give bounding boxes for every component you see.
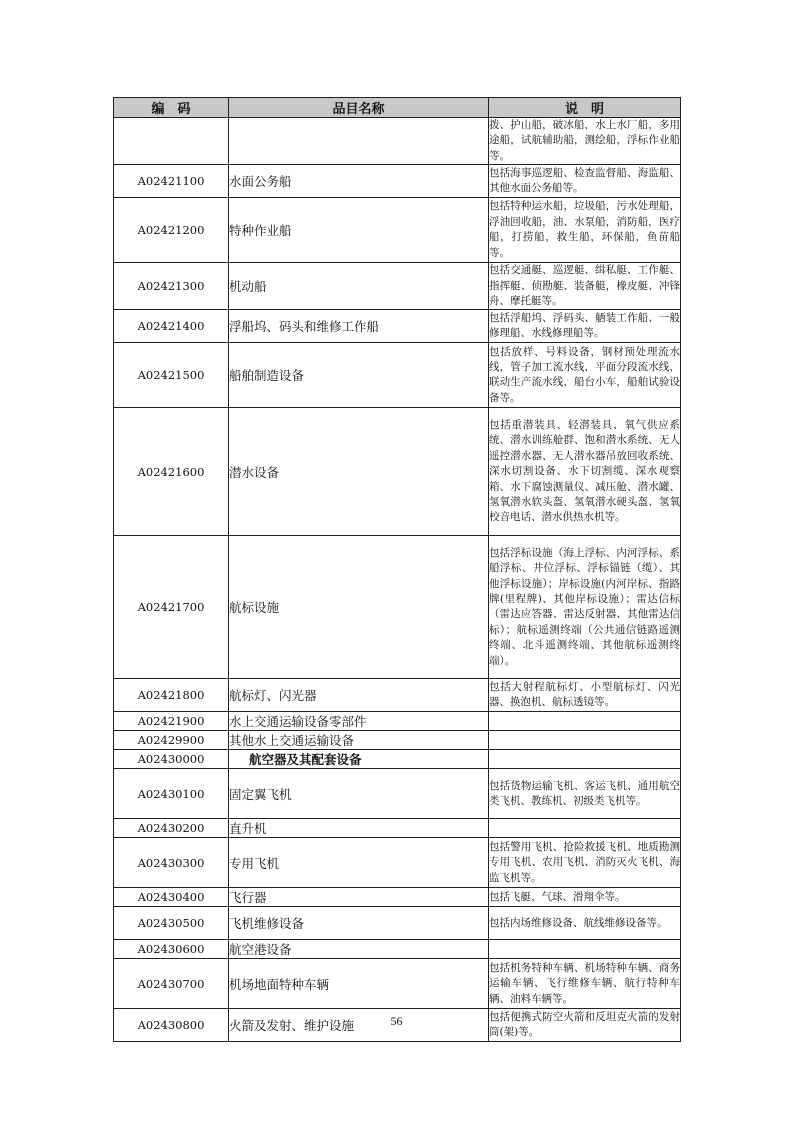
table-header-row	[114, 98, 681, 118]
table-row	[114, 198, 681, 263]
item-description: 包括货物运输飞机、客运飞机、通用航空类飞机、教练机、初级类飞机等。	[489, 769, 681, 819]
item-description: 包括特种运水船，垃圾船，污水处理船，浮油回收船，油、水泵船，消防船，医疗船，打捞船，救生船，环保船，鱼苗船等。	[489, 198, 681, 263]
table-row	[114, 907, 681, 940]
item-code: A02430200	[114, 819, 229, 838]
table-row	[114, 769, 681, 819]
item-code: A02430700	[114, 959, 229, 1009]
item-description: 包括警用飞机、抢险救援飞机、地质勘测专用飞机、农用飞机、消防灭火飞机、海监飞机等。	[489, 838, 681, 888]
item-description: 包括浮标设施（海上浮标、内河浮标、系船浮标、井位浮标、浮标锚链（缆）、其他浮标设施）；岸标设施(内河岸标、指路牌(里程牌)、其他岸标设施）；雷达信标（雷达应答器、雷达反射器、其他雷达信标）；航标遥测终端（公共通信链路遥测终端、北斗遥测终端、其他航标遥测终端）。	[489, 536, 681, 679]
table-row	[114, 731, 681, 750]
item-name: 浮船坞、码头和维修工作船	[229, 310, 489, 343]
table-row	[114, 343, 681, 408]
table-row	[114, 263, 681, 310]
item-name: 航标灯、闪光器	[229, 679, 489, 712]
table-row	[114, 536, 681, 679]
item-name: 船舶制造设备	[229, 343, 489, 408]
table-row	[114, 408, 681, 536]
table-row	[114, 310, 681, 343]
table-row	[114, 712, 681, 731]
item-description: 包括内场维修设备、航线维修设备等。	[489, 907, 681, 940]
item-description: 包括大射程航标灯、小型航标灯、闪光器、换泡机、航标透镜等。	[489, 679, 681, 712]
item-name: 固定翼飞机	[229, 769, 489, 819]
item-name: 其他水上交通运输设备	[229, 731, 489, 750]
table-row	[114, 940, 681, 959]
item-code: A02430400	[114, 888, 229, 907]
item-code: A02430000	[114, 750, 229, 769]
item-name: 飞行器	[229, 888, 489, 907]
item-description: 拨、护山船，破冰船，水上水厂船，多用途船，试航辅助船，测绘船，浮标作业船等。	[489, 118, 681, 165]
table-row	[114, 819, 681, 838]
item-description: 包括重潜装具、轻潜装具、氧气供应系统、潜水训练舱群、饱和潜水系统、无人遥控潜水器、无人潜水器吊放回收系统、深水切割设备、水下切割缆、深水观察箱、水下腐蚀测量仪、减压舱、潜水罐、氢氧潜水软头盔、氢氧潜水硬头盔、氢氧校音电话、潜水供热水机等。	[489, 408, 681, 536]
item-code: A02421600	[114, 408, 229, 536]
table-row	[114, 888, 681, 907]
item-code	[114, 118, 229, 165]
item-name: 飞机维修设备	[229, 907, 489, 940]
header-code: 编 码	[114, 98, 229, 118]
table-row	[114, 750, 681, 769]
item-code: A02421700	[114, 536, 229, 679]
item-name: 专用飞机	[229, 838, 489, 888]
item-description: 包括飞艇、气球、滑翔伞等。	[489, 888, 681, 907]
item-name: 潜水设备	[229, 408, 489, 536]
item-name: 机场地面特种车辆	[229, 959, 489, 1009]
item-description: 包括放样、号料设备，钢材预处理流水线，管子加工流水线，平面分段流水线，联动生产流水线，船台小车，船舶试验设备等。	[489, 343, 681, 408]
item-code: A02421100	[114, 165, 229, 198]
page-number: 56	[390, 1014, 403, 1028]
item-description	[489, 750, 681, 769]
item-code: A02421900	[114, 712, 229, 731]
item-name: 航空器及其配套设备	[229, 750, 489, 769]
item-description: 包括交通艇、巡逻艇、缉私艇、工作艇、指挥艇、侦勘艇、装备艇，橡皮艇、冲锋舟、摩托艇等。	[489, 263, 681, 310]
item-name: 航标设施	[229, 536, 489, 679]
item-description	[489, 731, 681, 750]
item-name: 水上交通运输设备零部件	[229, 712, 489, 731]
item-code: A02421300	[114, 263, 229, 310]
item-code: A02421200	[114, 198, 229, 263]
header-desc: 说 明	[489, 98, 681, 118]
item-name: 水面公务船	[229, 165, 489, 198]
item-description	[489, 712, 681, 731]
item-code: A02421800	[114, 679, 229, 712]
item-description: 包括海事巡逻船、检查监督船、海监船、其他水面公务船等。	[489, 165, 681, 198]
item-code: A02430600	[114, 940, 229, 959]
table-row	[114, 838, 681, 888]
item-description: 包括浮船坞、浮码头、舾装工作船、一般修理船、水线修理船等。	[489, 310, 681, 343]
item-code: A02421500	[114, 343, 229, 408]
item-name: 航空港设备	[229, 940, 489, 959]
table-row	[114, 959, 681, 1009]
item-description	[489, 940, 681, 959]
item-description: 包括机务特种车辆、机场特种车辆、商务运输车辆、飞行维修车辆、航行特种车辆、油料车辆等。	[489, 959, 681, 1009]
table-row	[114, 679, 681, 712]
catalog-table	[113, 97, 681, 1042]
item-name: 机动船	[229, 263, 489, 310]
item-name	[229, 118, 489, 165]
item-name: 特种作业船	[229, 198, 489, 263]
item-description: 包括便携式防空火箭和反坦克火箭的发射筒(架)等。	[489, 1009, 681, 1042]
header-name: 品目名称	[229, 98, 489, 118]
table-row	[114, 165, 681, 198]
item-code: A02430300	[114, 838, 229, 888]
item-name: 直升机	[229, 819, 489, 838]
item-description	[489, 819, 681, 838]
item-name: 火箭及发射、维护设施	[229, 1009, 489, 1042]
item-code: A02429900	[114, 731, 229, 750]
item-code: A02430100	[114, 769, 229, 819]
table-row	[114, 118, 681, 165]
item-code: A02421400	[114, 310, 229, 343]
item-code: A02430500	[114, 907, 229, 940]
item-code: A02430800	[114, 1009, 229, 1042]
